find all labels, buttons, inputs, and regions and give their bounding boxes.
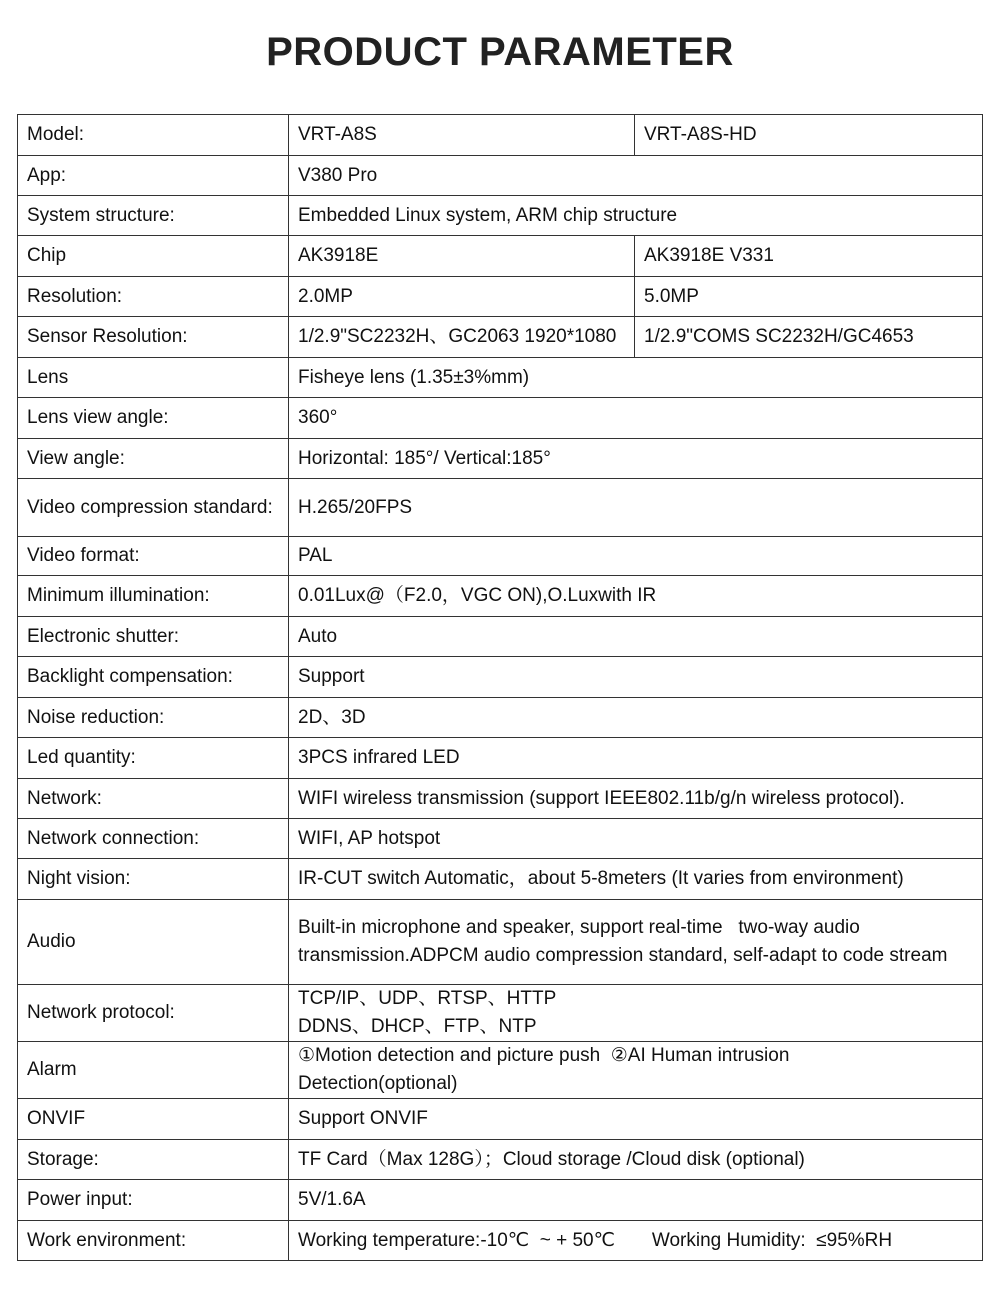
param-label: Network protocol: bbox=[18, 985, 289, 1042]
table-row-minimum-illumination bbox=[18, 576, 983, 617]
table-row-sensor-resolution bbox=[18, 317, 983, 358]
param-label: Video format: bbox=[18, 537, 289, 576]
table-row-led-quantity bbox=[18, 738, 983, 779]
param-label: View angle: bbox=[18, 439, 289, 479]
table-row-view-angle bbox=[18, 439, 983, 479]
table-row-power-input bbox=[18, 1180, 983, 1221]
param-label: Network: bbox=[18, 779, 289, 819]
param-label: Alarm bbox=[18, 1042, 289, 1099]
parameter-table bbox=[17, 114, 983, 1261]
param-value: Support ONVIF bbox=[289, 1099, 983, 1140]
param-value-alt: VRT-A8S-HD bbox=[635, 115, 983, 156]
param-label: Lens view angle: bbox=[18, 398, 289, 439]
param-value: Working temperature:-10℃ ~ + 50℃ Working Humidity: ≤95%RH bbox=[289, 1221, 983, 1261]
param-value: 5V/1.6A bbox=[289, 1180, 983, 1221]
param-label: Chip bbox=[18, 236, 289, 277]
param-value: 0.01Lux@（F2.0，VGC ON),O.Luxwith IR bbox=[289, 576, 983, 617]
param-label: Model: bbox=[18, 115, 289, 156]
table-row-work-environment bbox=[18, 1221, 983, 1261]
table-row-night-vision bbox=[18, 859, 983, 900]
param-label: App: bbox=[18, 156, 289, 196]
table-row-network-protocol bbox=[18, 985, 983, 1042]
param-value-alt: 5.0MP bbox=[635, 277, 983, 317]
param-label: Noise reduction: bbox=[18, 698, 289, 738]
param-label: Electronic shutter: bbox=[18, 617, 289, 657]
table-row-lens bbox=[18, 358, 983, 398]
table-row-app bbox=[18, 156, 983, 196]
param-label: Lens bbox=[18, 358, 289, 398]
param-value: WIFI, AP hotspot bbox=[289, 819, 983, 859]
param-value: IR-CUT switch Automatic，about 5-8meters (It varies from environment) bbox=[289, 859, 983, 900]
page-title: PRODUCT PARAMETER bbox=[266, 30, 734, 74]
table-row-resolution bbox=[18, 277, 983, 317]
table-row-noise-reduction bbox=[18, 698, 983, 738]
param-label: ONVIF bbox=[18, 1099, 289, 1140]
param-label: Sensor Resolution: bbox=[18, 317, 289, 358]
param-value: 2.0MP bbox=[289, 277, 635, 317]
table-row-backlight-compensation bbox=[18, 657, 983, 698]
table-row-system-structure bbox=[18, 196, 983, 236]
param-value: 360° bbox=[289, 398, 983, 439]
table-row-chip bbox=[18, 236, 983, 277]
param-value-alt: AK3918E V331 bbox=[635, 236, 983, 277]
param-label: Work environment: bbox=[18, 1221, 289, 1261]
table-row-audio bbox=[18, 900, 983, 985]
table-row-model bbox=[18, 115, 983, 156]
param-value: VRT-A8S bbox=[289, 115, 635, 156]
param-value: Auto bbox=[289, 617, 983, 657]
param-label: Resolution: bbox=[18, 277, 289, 317]
param-value: Horizontal: 185°/ Vertical:185° bbox=[289, 439, 983, 479]
param-value: 3PCS infrared LED bbox=[289, 738, 983, 779]
table-row-network-connection bbox=[18, 819, 983, 859]
param-label: Led quantity: bbox=[18, 738, 289, 779]
param-value-alt: 1/2.9"COMS SC2232H/GC4653 bbox=[635, 317, 983, 358]
param-label: Network connection: bbox=[18, 819, 289, 859]
param-label: Night vision: bbox=[18, 859, 289, 900]
param-label: Power input: bbox=[18, 1180, 289, 1221]
param-value: AK3918E bbox=[289, 236, 635, 277]
table-row-lens-view-angle bbox=[18, 398, 983, 439]
table-row-network bbox=[18, 779, 983, 819]
table-row-electronic-shutter bbox=[18, 617, 983, 657]
param-value: TF Card（Max 128G）；Cloud storage /Cloud disk (optional) bbox=[289, 1140, 983, 1180]
param-label: System structure: bbox=[18, 196, 289, 236]
param-label: Storage: bbox=[18, 1140, 289, 1180]
table-row-alarm bbox=[18, 1042, 983, 1099]
param-value: 1/2.9"SC2232H、GC2063 1920*1080 bbox=[289, 317, 635, 358]
param-value: ①Motion detection and picture push ②AI Human intrusion Detection(optional) bbox=[289, 1042, 983, 1099]
param-value: Built-in microphone and speaker, support real-time two-way audio transmission.ADPCM audio compression standard, self-adapt to code stream bbox=[289, 900, 983, 985]
table-row-video-compression bbox=[18, 479, 983, 537]
param-value: Fisheye lens (1.35±3%mm) bbox=[289, 358, 983, 398]
param-value: WIFI wireless transmission (support IEEE802.11b/g/n wireless protocol). bbox=[289, 779, 983, 819]
table-row-video-format bbox=[18, 537, 983, 576]
param-label: Video compression standard: bbox=[18, 479, 289, 537]
param-value: 2D、3D bbox=[289, 698, 983, 738]
param-value: V380 Pro bbox=[289, 156, 983, 196]
param-label: Minimum illumination: bbox=[18, 576, 289, 617]
table-row-storage bbox=[18, 1140, 983, 1180]
param-value: TCP/IP、UDP、RTSP、HTTP DDNS、DHCP、FTP、NTP bbox=[289, 985, 983, 1042]
param-label: Audio bbox=[18, 900, 289, 985]
param-label: Backlight compensation: bbox=[18, 657, 289, 698]
param-value: H.265/20FPS bbox=[289, 479, 983, 537]
table-row-onvif bbox=[18, 1099, 983, 1140]
param-value: Support bbox=[289, 657, 983, 698]
param-value: PAL bbox=[289, 537, 983, 576]
param-value: Embedded Linux system, ARM chip structure bbox=[289, 196, 983, 236]
